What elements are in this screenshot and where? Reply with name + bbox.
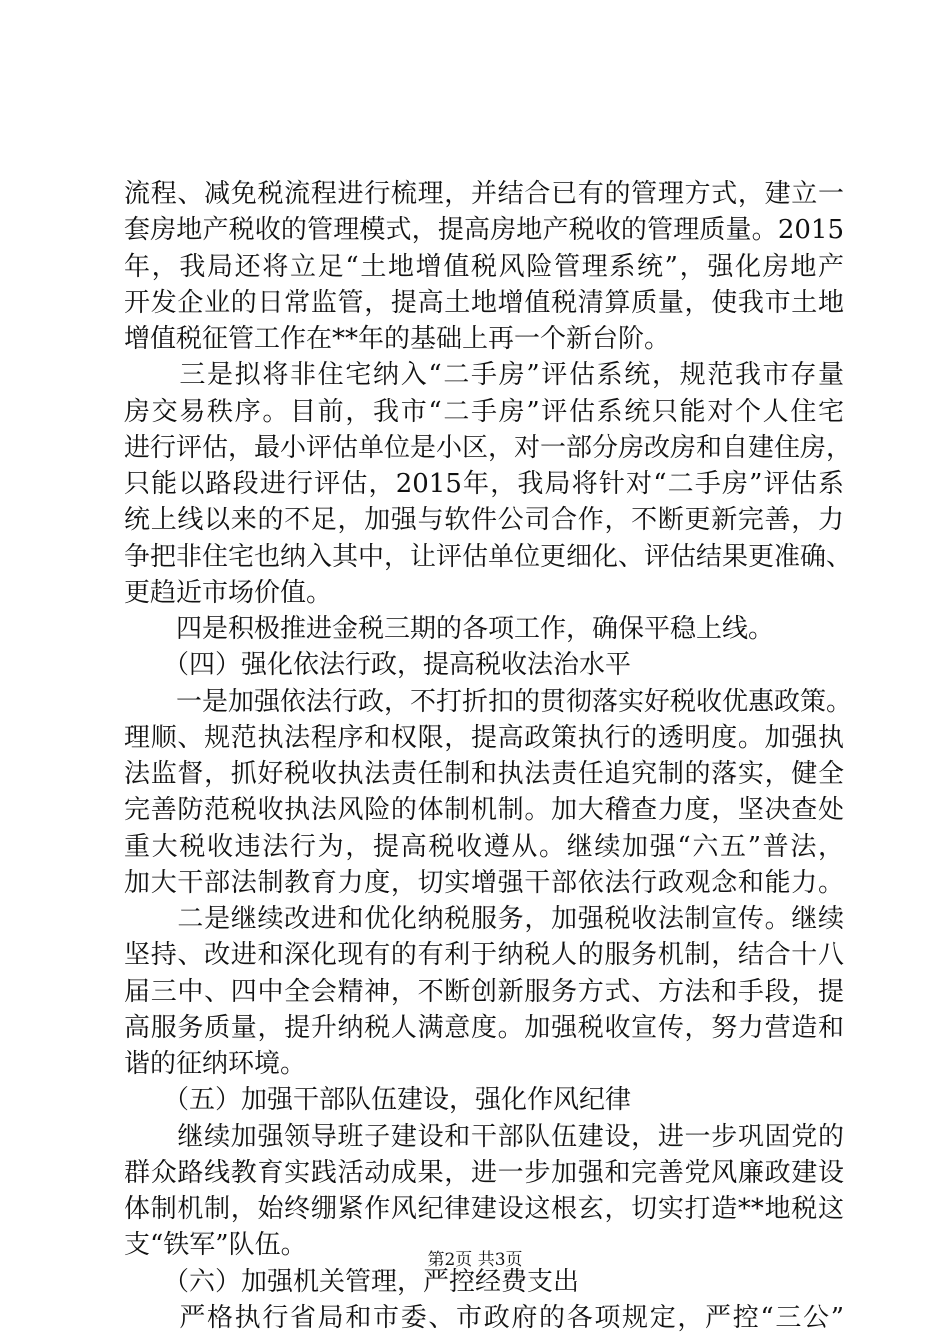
text-line: 统上线以来的不足，加强与软件公司合作，不断更新完善，力 — [124, 505, 844, 536]
text-line: 继续加强领导班子建设和干部队伍建设，进一步巩固党的 — [124, 1121, 844, 1152]
text-line: 二是继续改进和优化纳税服务，加强税收法制宣传。继续 — [124, 904, 844, 934]
text-line: 法监督，抓好税收执法责任制和执法责任追究制的落实，健全 — [124, 759, 844, 789]
text-line: （四）强化依法行政，提高税收法治水平 — [124, 650, 632, 681]
text-line: 只能以路段进行评估，2015年，我局将针对“二手房”评估系 — [124, 469, 844, 499]
text-line: 四是积极推进金税三期的各项工作，确保平稳上线。 — [124, 614, 775, 644]
text-line: 房交易秩序。目前，我市“二手房”评估系统只能对个人住宅 — [124, 396, 844, 427]
page-footer: 第2页 共3页 — [427, 1250, 523, 1270]
text-line: （五）加强干部队伍建设，强化作风纪律 — [124, 1085, 632, 1116]
text-line: 增值税征管工作在**年的基础上再一个新台阶。 — [124, 324, 671, 354]
text-line: 完善防范税收执法风险的体制机制。加大稽查力度，坚决查处 — [124, 795, 844, 826]
text-line: 年，我局还将立足“土地增值税风险管理系统”，强化房地产 — [124, 251, 844, 282]
text-line: 流程、减免税流程进行梳理，并结合已有的管理方式，建立一 — [124, 179, 844, 209]
text-line: 争把非住宅也纳入其中，让评估单位更细化、评估结果更准确、 — [124, 541, 853, 572]
text-line: 坚持、改进和深化现有的有利于纳税人的服务机制，结合十八 — [124, 940, 844, 971]
text-line: 届三中、四中全会精神，不断创新服务方式、方法和手段，提 — [124, 976, 844, 1007]
text-line: 严格执行省局和市委、市政府的各项规定，严控“三公” — [124, 1302, 844, 1333]
text-line: 高服务质量，提升纳税人满意度。加强税收宣传，努力营造和 — [124, 1012, 844, 1043]
text-line: 理顺、规范执法程序和权限，提高政策执行的透明度。加强执 — [124, 722, 844, 753]
document-body — [124, 176, 853, 1336]
text-line: 开发企业的日常监管，提高土地增值税清算质量，使我市土地 — [124, 287, 844, 318]
text-line: 支“铁军”队伍。 — [124, 1230, 307, 1261]
text-line: 一是加强依法行政，不打折扣的贯彻落实好税收优惠政策。 — [124, 686, 853, 717]
text-line: 加大干部法制教育力度，切实增强干部依法行政观念和能力。 — [124, 867, 844, 898]
text-line: 三是拟将非住宅纳入“二手房”评估系统，规范我市存量 — [124, 360, 844, 391]
text-line: 群众路线教育实践活动成果，进一步加强和完善党风廉政建设 — [124, 1157, 844, 1188]
text-line: 套房地产税收的管理模式，提高房地产税收的管理质量。2015 — [124, 215, 844, 246]
text-line: 谐的征纳环境。 — [124, 1049, 307, 1079]
text-line: （六）加强机关管理，严控经费支出 — [124, 1266, 580, 1297]
text-line: 重大税收违法行为，提高税收遵从。继续加强“六五”普法， — [124, 831, 844, 862]
text-line: 更趋近市场价值。 — [124, 577, 333, 608]
text-line: 进行评估，最小评估单位是小区，对一部分房改房和自建住房， — [124, 432, 853, 463]
text-line: 体制机制，始终绷紧作风纪律建设这根玄，切实打造**地税这 — [124, 1194, 844, 1224]
